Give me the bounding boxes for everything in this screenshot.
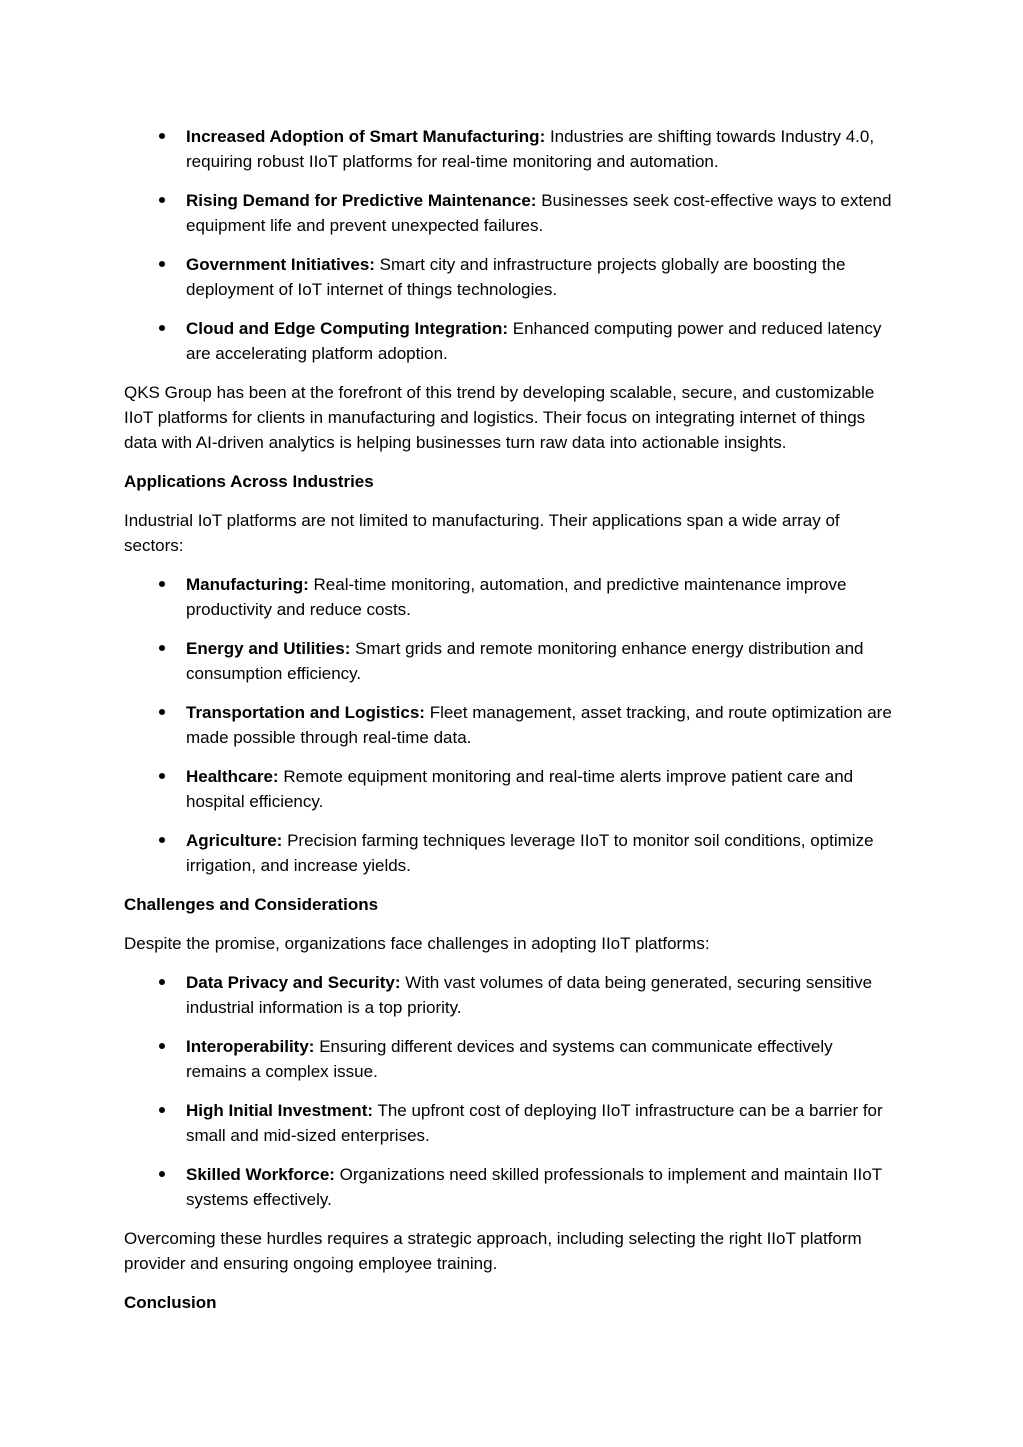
list-item-text: Precision farming techniques leverage IIoT to monitor soil conditions, optimize irrigation, and increase yields.	[186, 831, 874, 875]
list-item	[124, 572, 897, 622]
qks-group-paragraph: QKS Group has been at the forefront of this trend by developing scalable, secure, and customizable IIoT platforms for clients in manufacturing and logistics. Their focus on integrating internet of things data with AI-driven analytics is helping businesses turn raw data into actionable insights.	[124, 383, 875, 452]
list-item	[124, 1034, 897, 1084]
bullet-icon	[157, 316, 167, 341]
list-item	[124, 764, 897, 814]
bullet-icon	[157, 1034, 167, 1059]
list-item-term: Government Initiatives:	[186, 255, 375, 274]
bullet-icon	[157, 970, 167, 995]
applications-intro-paragraph: Industrial IoT platforms are not limited to manufacturing. Their applications span a wide array of sectors:	[124, 511, 840, 555]
bullet-icon	[157, 700, 167, 725]
bullet-icon	[157, 124, 167, 149]
bullet-icon	[157, 828, 167, 853]
list-item-text: Enhanced computing power and reduced latency are accelerating platform adoption.	[186, 319, 882, 363]
overcoming-paragraph: Overcoming these hurdles requires a strategic approach, including selecting the right IIoT platform provider and ensuring ongoing employee training.	[124, 1229, 862, 1273]
challenges-list	[124, 970, 897, 1212]
challenges-heading: Challenges and Considerations	[124, 895, 379, 914]
bullet-icon	[157, 572, 167, 597]
list-item-text: The upfront cost of deploying IIoT infrastructure can be a barrier for small and mid-sized enterprises.	[186, 1101, 883, 1145]
list-item	[124, 1098, 897, 1148]
list-item-term: High Initial Investment:	[186, 1101, 374, 1120]
list-item	[124, 970, 897, 1020]
list-item	[124, 828, 897, 878]
list-item	[124, 252, 897, 302]
bullet-icon	[157, 764, 167, 789]
list-item-text: Ensuring different devices and systems can communicate effectively remains a complex issue.	[186, 1037, 833, 1081]
bullet-icon	[157, 1162, 167, 1187]
list-item	[124, 188, 897, 238]
list-item-term: Agriculture:	[186, 831, 283, 850]
bullet-icon	[157, 1098, 167, 1123]
list-item-term: Manufacturing:	[186, 575, 309, 594]
list-item-text: With vast volumes of data being generated, securing sensitive industrial information is a top priority.	[186, 973, 873, 1017]
bullet-icon	[157, 636, 167, 661]
list-item	[124, 700, 897, 750]
list-item-term: Skilled Workforce:	[186, 1165, 335, 1184]
list-item-term: Interoperability:	[186, 1037, 315, 1056]
list-item-text: Smart city and infrastructure projects globally are boosting the deployment of IoT internet of things technologies.	[186, 255, 846, 299]
list-item-text: Remote equipment monitoring and real-time alerts improve patient care and hospital efficiency.	[186, 767, 854, 811]
list-item-text: Real-time monitoring, automation, and predictive maintenance improve productivity and reduce costs.	[186, 575, 847, 619]
list-item-term: Transportation and Logistics:	[186, 703, 425, 722]
list-item-text: Smart grids and remote monitoring enhance energy distribution and consumption efficiency.	[186, 639, 864, 683]
list-item	[124, 1162, 897, 1212]
list-item-term: Healthcare:	[186, 767, 279, 786]
list-item-term: Cloud and Edge Computing Integration:	[186, 319, 509, 338]
list-item-term: Increased Adoption of Smart Manufacturing:	[186, 127, 546, 146]
applications-list	[124, 572, 897, 878]
applications-heading: Applications Across Industries	[124, 472, 374, 491]
list-item	[124, 124, 897, 174]
list-item-text: Industries are shifting towards Industry 4.0, requiring robust IIoT platforms for real-time monitoring and automation.	[186, 127, 875, 171]
list-item-term: Data Privacy and Security:	[186, 973, 401, 992]
list-item	[124, 316, 897, 366]
list-item-term: Energy and Utilities:	[186, 639, 351, 658]
list-item-text: Organizations need skilled professionals to implement and maintain IIoT systems effectively.	[186, 1165, 882, 1209]
trend-drivers-list	[124, 124, 897, 366]
bullet-icon	[157, 188, 167, 213]
challenges-intro-paragraph: Despite the promise, organizations face challenges in adopting IIoT platforms:	[124, 934, 710, 953]
conclusion-heading: Conclusion	[124, 1293, 217, 1312]
list-item	[124, 636, 897, 686]
list-item-term: Rising Demand for Predictive Maintenance:	[186, 191, 537, 210]
list-item-text: Fleet management, asset tracking, and route optimization are made possible through real-time data.	[186, 703, 892, 747]
bullet-icon	[157, 252, 167, 277]
list-item-text: Businesses seek cost-effective ways to extend equipment life and prevent unexpected failures.	[186, 191, 892, 235]
